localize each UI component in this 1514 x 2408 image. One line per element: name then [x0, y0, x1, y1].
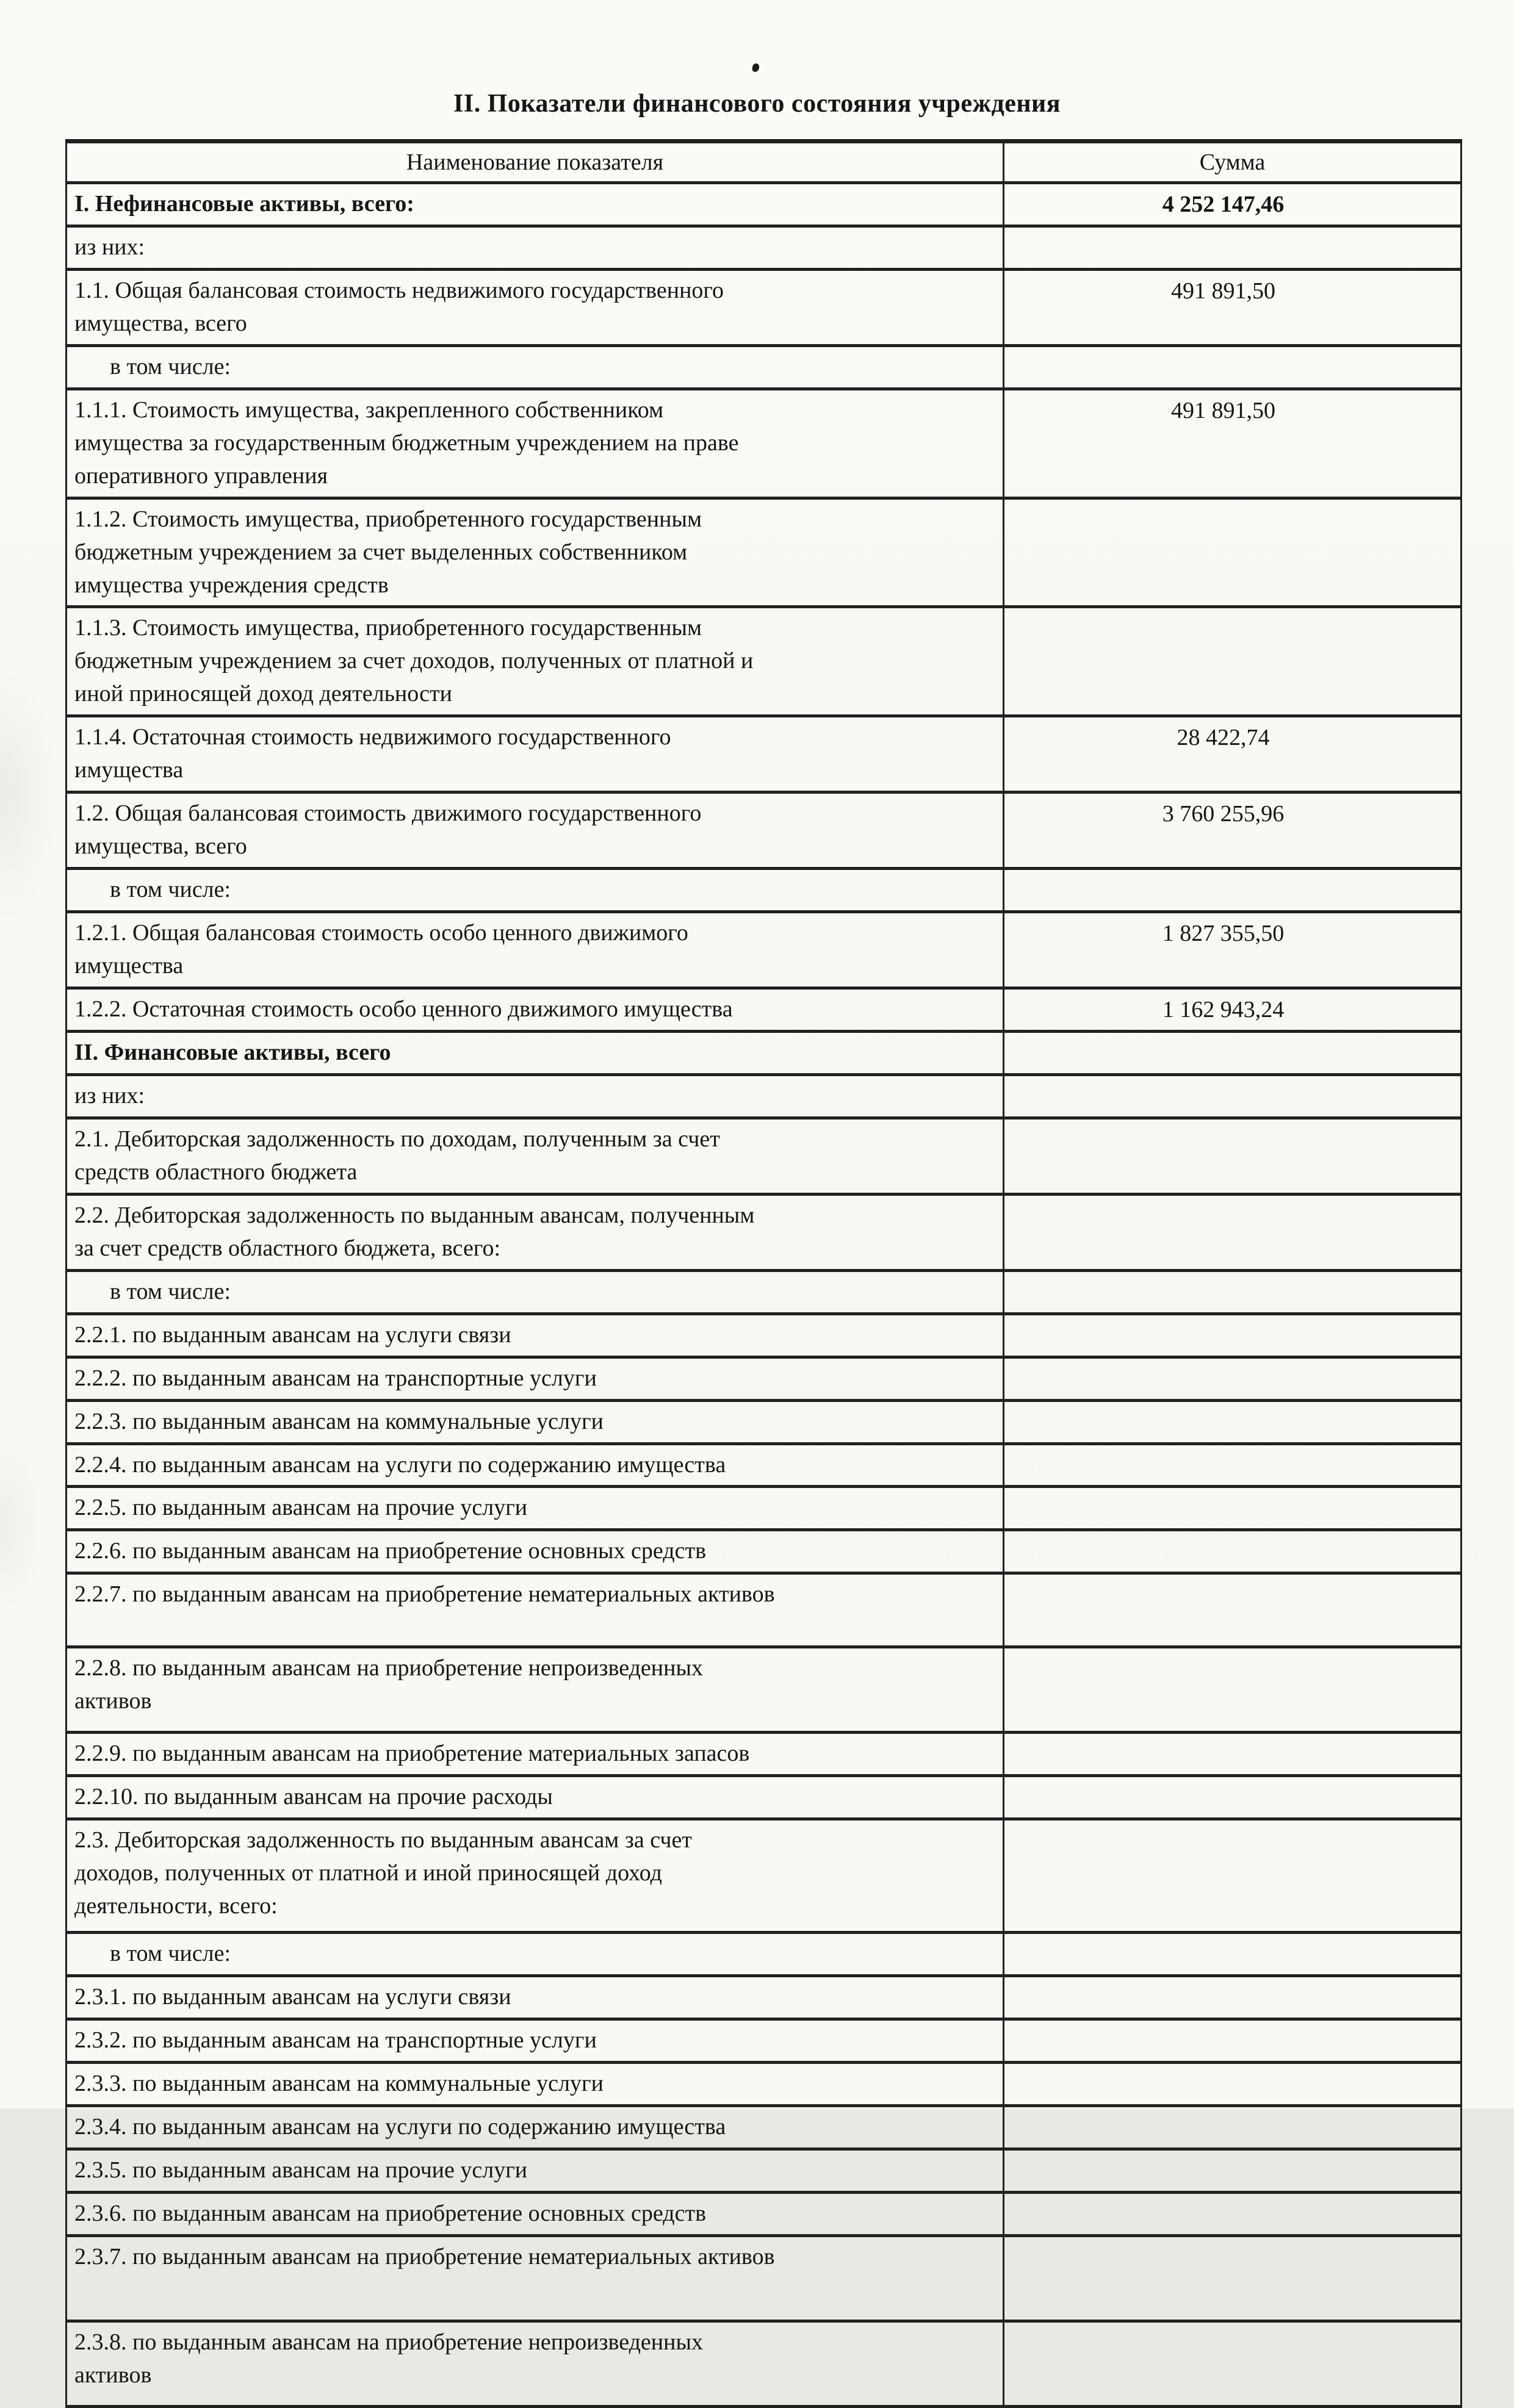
indicator-name-cell [67, 183, 1004, 226]
indicator-name-text: 2.3.8. по выданным авансам на приобретение непроизведенных активов [74, 2329, 703, 2388]
indicator-name-cell [67, 1976, 1004, 2019]
indicator-name-text: 2.3.2. по выданным авансам на транспортные услуги [74, 2027, 597, 2054]
sum-value-cell [1004, 1733, 1462, 1776]
indicator-name-text: 1.1. Общая балансовая стоимость недвижимого государственного имущества, всего [74, 277, 724, 336]
indicator-name-text: 2.3.4. по выданным авансам на услуги по содержанию имущества [74, 2114, 726, 2140]
table-row [67, 869, 1462, 912]
table-row [67, 607, 1462, 716]
table-row [67, 1487, 1462, 1530]
indicator-name-cell [67, 2235, 1004, 2321]
indicator-name-text: 2.2. Дебиторская задолженность по выданным авансам, полученным за счет средств областного бюджета, всего: [74, 1202, 755, 1261]
table-row [67, 1357, 1462, 1400]
sum-value-cell [1004, 1976, 1462, 2019]
indicator-name-cell [67, 1573, 1004, 1647]
indicator-name-cell [67, 1314, 1004, 1357]
indicator-name-text: 2.3.3. по выданным авансам на коммунальные услуги [74, 2071, 604, 2097]
table-row [67, 2106, 1462, 2149]
table-row [67, 345, 1462, 389]
sum-value-cell [1004, 1118, 1462, 1194]
indicator-name-text: 2.2.5. по выданным авансам на прочие услуги [74, 1495, 528, 1521]
indicator-name-cell [67, 498, 1004, 607]
sum-value-cell [1004, 1933, 1462, 1976]
sum-value-cell: 3 760 255,96 [1004, 792, 1462, 869]
table-row [67, 389, 1462, 498]
sum-value-cell [1004, 1647, 1462, 1733]
indicator-name-cell [67, 869, 1004, 912]
indicator-name-text: 2.2.3. по выданным авансам на коммунальные услуги [74, 1408, 604, 1434]
indicator-name-cell [67, 1074, 1004, 1118]
table-row [67, 2063, 1462, 2106]
indicator-name-cell [67, 1776, 1004, 1819]
indicator-name-text: 2.2.8. по выданным авансам на приобретение непроизведенных активов [74, 1655, 703, 1714]
indicator-name-text: в том числе: [110, 353, 231, 379]
table-row [67, 1031, 1462, 1074]
sum-value-cell [1004, 1314, 1462, 1357]
indicator-name-cell [67, 716, 1004, 792]
table-row [67, 226, 1462, 269]
indicator-name-cell [67, 2063, 1004, 2106]
sum-value-cell [1004, 1819, 1462, 1933]
table-row [67, 988, 1462, 1032]
indicator-name-cell [67, 2019, 1004, 2063]
table-row [67, 792, 1462, 869]
sum-value-cell [1004, 2192, 1462, 2235]
sum-value-cell [1004, 1573, 1462, 1647]
sum-value-cell [1004, 1443, 1462, 1487]
table-row [67, 1819, 1462, 1933]
indicator-name-cell [67, 1487, 1004, 1530]
indicator-name-cell [67, 2149, 1004, 2193]
sum-value-cell [1004, 1357, 1462, 1400]
sum-value-cell [1004, 2106, 1462, 2149]
table-row [67, 1733, 1462, 1776]
sum-value-cell [1004, 1031, 1462, 1074]
sum-value-cell: 1 162 943,24 [1004, 988, 1462, 1032]
indicator-name-text: в том числе: [110, 1941, 231, 1967]
sum-value-cell: 491 891,50 [1004, 389, 1462, 498]
indicator-name-text: 1.1.2. Стоимость имущества, приобретенного государственным бюджетным учреждением за счет выделенных собственником имущества учреждения средств [74, 506, 702, 598]
sum-value-cell [1004, 1530, 1462, 1573]
sum-value-cell [1004, 2019, 1462, 2063]
table-row [67, 498, 1462, 607]
indicator-name-text: из них: [74, 1082, 145, 1109]
indicator-name-text: II. Финансовые активы, всего [74, 1039, 391, 1065]
indicator-name-text: I. Нефинансовые активы, всего: [74, 191, 414, 217]
sum-value-cell [1004, 2235, 1462, 2321]
indicator-name-text: 2.2.4. по выданным авансам на услуги по содержанию имущества [74, 1451, 726, 1478]
sum-value-cell [1004, 1400, 1462, 1443]
table-row [67, 1443, 1462, 1487]
indicator-name-text: 2.2.10. по выданным авансам на прочие расходы [74, 1784, 553, 1810]
indicator-name-text: 1.1.3. Стоимость имущества, приобретенного государственным бюджетным учреждением за счет доходов, полученных от платной и иной приносящей доход деятельности [74, 615, 754, 707]
indicator-name-text: 2.2.1. по выданным авансам на услуги связи [74, 1321, 511, 1348]
indicator-name-text: 1.2.1. Общая балансовая стоимость особо ценного движимого имущества [74, 920, 688, 979]
indicator-name-text: 2.3.7. по выданным авансам на приобретение нематериальных активов [74, 2243, 775, 2270]
sum-value-cell: 4 252 147,46 [1004, 183, 1462, 226]
indicator-name-cell [67, 1530, 1004, 1573]
table-header [67, 142, 1462, 183]
indicator-name-cell [67, 389, 1004, 498]
indicator-name-text: 2.2.7. по выданным авансам на приобретение нематериальных активов [74, 1581, 775, 1608]
indicator-name-text: 2.1. Дебиторская задолженность по доходам, полученным за счет средств областного бюджета [74, 1126, 720, 1185]
table-row [67, 2235, 1462, 2321]
sum-value-cell: 28 422,74 [1004, 716, 1462, 792]
column-header-indicator-name: Наименование показателя [67, 142, 1004, 183]
indicator-name-cell [67, 1270, 1004, 1314]
table-row [67, 269, 1462, 345]
table-row [67, 2019, 1462, 2063]
sum-value-cell: 1 827 355,50 [1004, 912, 1462, 988]
sum-value-cell [1004, 1776, 1462, 1819]
indicator-name-cell [67, 345, 1004, 389]
sum-value-cell [1004, 345, 1462, 389]
indicator-name-text: 1.2. Общая балансовая стоимость движимого государственного имущества, всего [74, 800, 702, 860]
indicator-name-cell [67, 269, 1004, 345]
table-row [67, 1573, 1462, 1647]
indicator-name-cell [67, 1400, 1004, 1443]
table-row [67, 1530, 1462, 1573]
indicator-name-cell [67, 1118, 1004, 1194]
sum-value-cell [1004, 1194, 1462, 1270]
sum-value-cell [1004, 1487, 1462, 1530]
indicator-name-text: в том числе: [110, 877, 231, 903]
indicator-name-text: 2.3.6. по выданным авансам на приобретение основных средств [74, 2200, 707, 2226]
sum-value-cell [1004, 2321, 1462, 2406]
indicator-name-text: 1.1.4. Остаточная стоимость недвижимого государственного имущества [74, 724, 671, 783]
sum-value-cell [1004, 607, 1462, 716]
table-row [67, 1400, 1462, 1443]
sum-value-cell [1004, 2063, 1462, 2106]
table-row [67, 2149, 1462, 2193]
table-row [67, 1776, 1462, 1819]
indicator-name-cell [67, 1194, 1004, 1270]
indicator-name-text: 2.2.2. по выданным авансам на транспортные услуги [74, 1365, 597, 1391]
table-row [67, 1976, 1462, 2019]
indicator-name-cell [67, 1647, 1004, 1733]
indicator-name-cell [67, 1933, 1004, 1976]
table-row [67, 912, 1462, 988]
sum-value-cell [1004, 498, 1462, 607]
indicator-name-cell [67, 988, 1004, 1032]
table-row [67, 1647, 1462, 1733]
indicator-name-cell [67, 1733, 1004, 1776]
indicator-name-cell [67, 912, 1004, 988]
table-body [67, 183, 1462, 2407]
indicator-name-text: из них: [74, 234, 145, 260]
table-row [67, 183, 1462, 226]
indicator-name-text: 2.2.6. по выданным авансам на приобретение основных средств [74, 1538, 707, 1564]
table-row [67, 2321, 1462, 2406]
indicator-name-cell [67, 2106, 1004, 2149]
table-row [67, 1194, 1462, 1270]
table-row [67, 1933, 1462, 1976]
indicator-name-cell [67, 1357, 1004, 1400]
table-row [67, 2192, 1462, 2235]
indicator-name-cell [67, 2321, 1004, 2406]
sum-value-cell [1004, 2149, 1462, 2193]
table-row [67, 1314, 1462, 1357]
table-row [67, 716, 1462, 792]
sum-value-cell [1004, 1074, 1462, 1118]
indicator-name-text: 2.3.5. по выданным авансам на прочие услуги [74, 2157, 528, 2183]
indicator-name-text: 1.2.2. Остаточная стоимость особо ценного движимого имущества [74, 996, 733, 1023]
table-row [67, 1118, 1462, 1194]
indicator-name-cell [67, 1819, 1004, 1933]
indicator-name-cell [67, 607, 1004, 716]
table-header-row [67, 142, 1462, 183]
indicator-name-cell [67, 792, 1004, 869]
column-header-sum: Сумма [1004, 142, 1462, 183]
sum-value-cell [1004, 869, 1462, 912]
indicator-name-text: 2.2.9. по выданным авансам на приобретение материальных запасов [74, 1741, 750, 1767]
table-row [67, 1074, 1462, 1118]
indicator-name-cell [67, 1443, 1004, 1487]
indicator-name-text: 2.3. Дебиторская задолженность по выданным авансам за счет доходов, полученных от платной и иной приносящей доход деятельности, всего: [74, 1827, 692, 1919]
sum-value-cell [1004, 1270, 1462, 1314]
indicator-name-text: 1.1.1. Стоимость имущества, закрепленного собственником имущества за государственным бюджетным учреждением на праве оперативного управления [74, 397, 739, 489]
indicator-name-cell [67, 2192, 1004, 2235]
financial-indicators-table [65, 139, 1462, 2408]
indicator-name-cell [67, 1031, 1004, 1074]
section-title: II. Показатели финансового состояния учреждения [453, 90, 1061, 118]
indicator-name-text: в том числе: [110, 1278, 231, 1304]
indicator-name-text: 2.3.1. по выданным авансам на услуги связи [74, 1984, 511, 2010]
indicator-name-cell [67, 226, 1004, 269]
sum-value-cell: 491 891,50 [1004, 269, 1462, 345]
sum-value-cell [1004, 226, 1462, 269]
table-row [67, 1270, 1462, 1314]
